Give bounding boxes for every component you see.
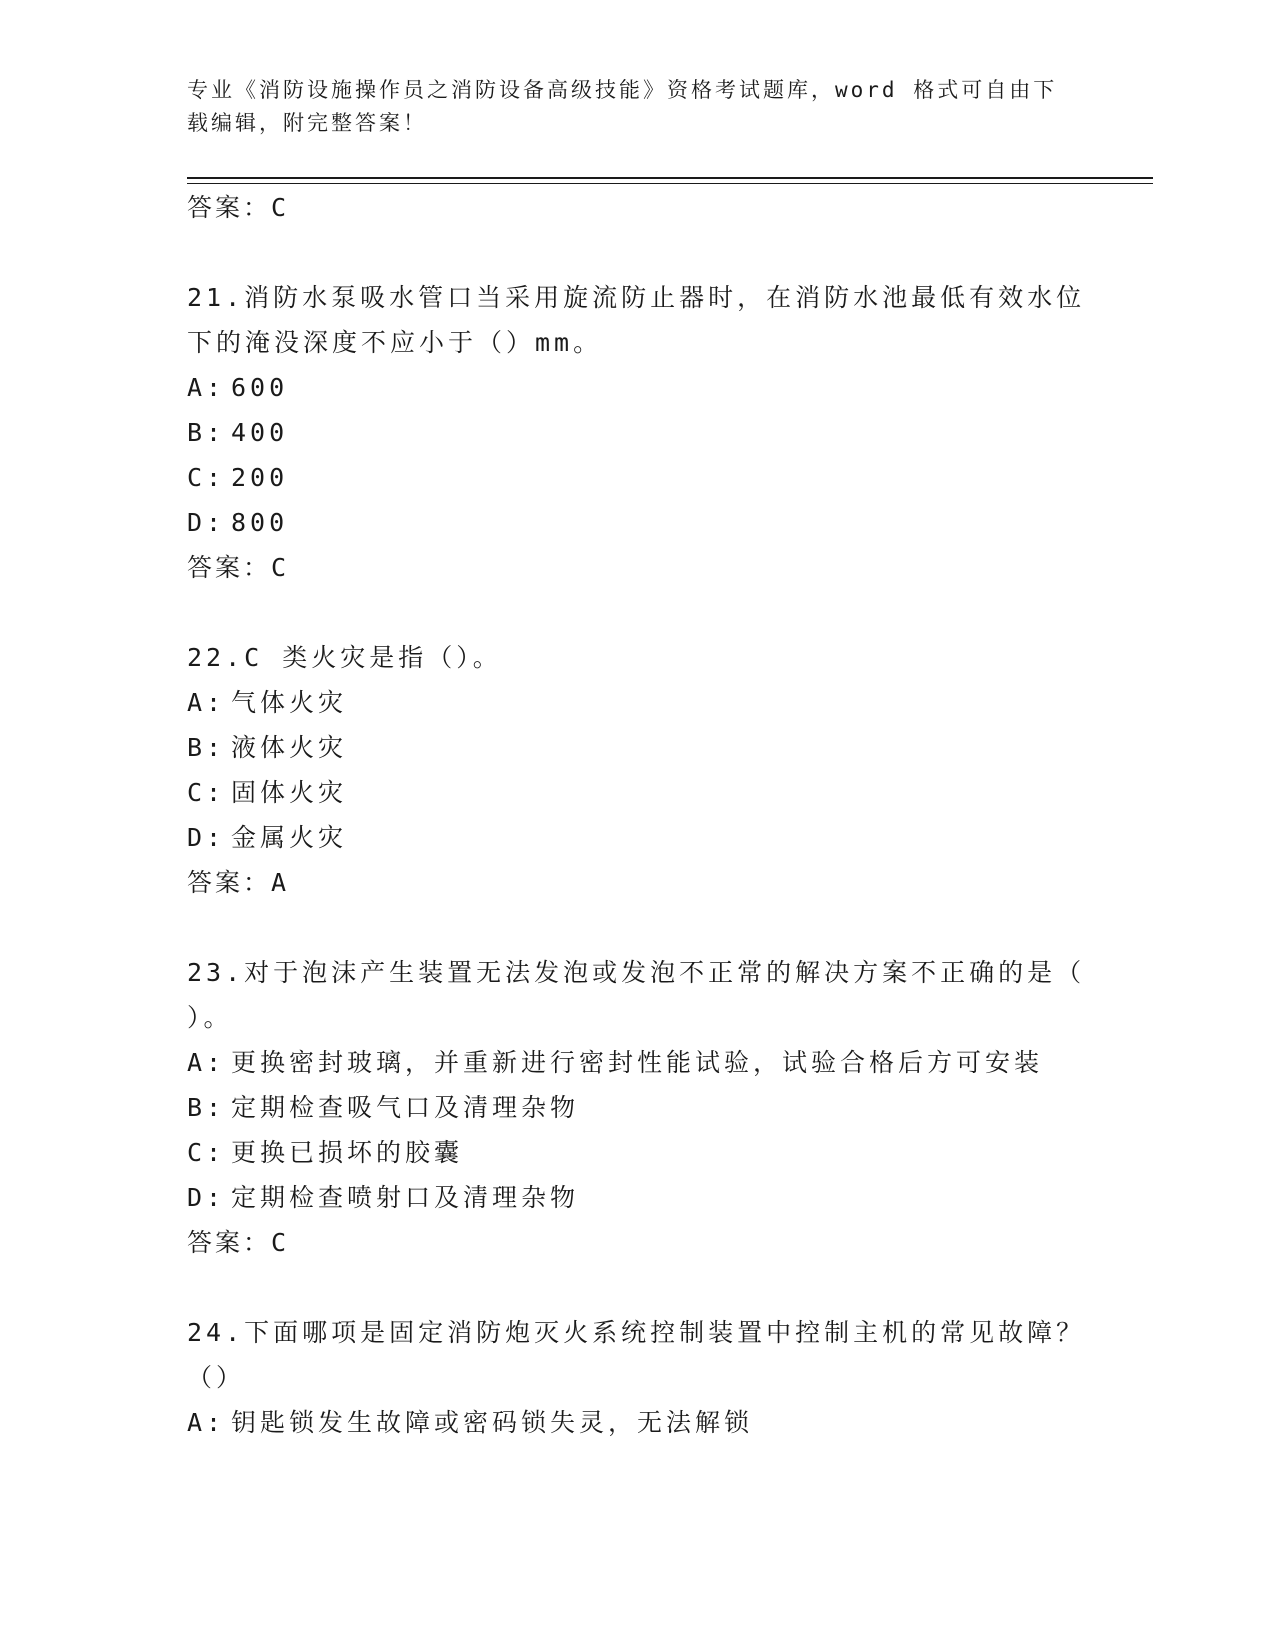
option-b	[187, 1085, 1087, 1130]
question-text: 24.下面哪项是固定消防炮灭火系统控制装置中控制主机的常见故障？	[187, 1318, 1086, 1347]
spacer	[187, 905, 1087, 950]
spacer	[187, 590, 1087, 635]
answer-value: C	[271, 193, 290, 222]
option-text: 气体火灾	[231, 688, 348, 717]
question-text: 21.消防水泵吸水管口当采用旋流防止器时，在消防水池最低有效水位	[187, 283, 1086, 312]
answer-prefix: 答案：	[187, 553, 272, 582]
header-line-1: 专业《消防设施操作员之消防设备高级技能》资格考试题库，word 格式可自由下	[187, 78, 1058, 102]
answer-prefix: 答案：	[187, 1228, 272, 1257]
option-text: 定期检查喷射口及清理杂物	[231, 1183, 580, 1212]
document-header	[187, 74, 1067, 140]
option-text: 固体火灾	[231, 778, 348, 807]
question-21	[187, 275, 1087, 590]
option-key: B:	[187, 733, 226, 762]
option-text: 800	[231, 508, 289, 537]
question-24	[187, 1310, 1087, 1445]
option-key: B:	[187, 1093, 226, 1122]
option-a	[187, 1400, 1087, 1445]
option-key: A:	[187, 1408, 226, 1437]
option-d	[187, 815, 1087, 860]
question-text: ）。	[187, 1003, 233, 1032]
option-key: B:	[187, 418, 226, 447]
answer-line	[187, 545, 1087, 590]
answer-line	[187, 860, 1087, 905]
option-text: 400	[231, 418, 289, 447]
option-text: 钥匙锁发生故障或密码锁失灵，无法解锁	[231, 1408, 754, 1437]
option-d	[187, 1175, 1087, 1220]
spacer	[187, 230, 1087, 275]
question-text: 23.对于泡沫产生装置无法发泡或发泡不正常的解决方案不正确的是（	[187, 958, 1086, 987]
answer-value: C	[271, 553, 290, 582]
option-a	[187, 1040, 1087, 1085]
option-text: 液体火灾	[231, 733, 348, 762]
option-text: 200	[231, 463, 289, 492]
option-key: D:	[187, 823, 226, 852]
option-key: A:	[187, 688, 226, 717]
question-text: 下的淹没深度不应小于（）mm。	[187, 328, 603, 357]
option-key: C:	[187, 778, 226, 807]
option-key: A:	[187, 373, 226, 402]
option-text: 600	[231, 373, 289, 402]
answer-prefix: 答案：	[187, 193, 272, 222]
option-text: 更换已损坏的胶囊	[231, 1138, 464, 1167]
answer-value: C	[271, 1228, 290, 1257]
question-list	[187, 185, 1087, 1445]
answer-value: A	[271, 868, 290, 897]
option-key: C:	[187, 463, 226, 492]
option-key: D:	[187, 508, 226, 537]
option-c	[187, 1130, 1087, 1175]
option-c	[187, 770, 1087, 815]
option-b	[187, 725, 1087, 770]
option-d	[187, 500, 1087, 545]
option-text: 金属火灾	[231, 823, 348, 852]
question-22	[187, 635, 1087, 905]
question-23	[187, 950, 1087, 1265]
option-text: 定期检查吸气口及清理杂物	[231, 1093, 580, 1122]
question-text: （）	[187, 1363, 246, 1392]
answer-prefix: 答案：	[187, 868, 272, 897]
option-key: A:	[187, 1048, 226, 1077]
header-divider-thick	[187, 177, 1153, 179]
header-line-2: 载编辑，附完整答案！	[187, 111, 427, 135]
option-a	[187, 680, 1087, 725]
question-text: 22.C 类火灾是指（）。	[187, 643, 502, 672]
option-c	[187, 455, 1087, 500]
header-divider-thin	[187, 183, 1153, 184]
option-text: 更换密封玻璃，并重新进行密封性能试验，试验合格后方可安装	[231, 1048, 1044, 1077]
option-key: D:	[187, 1183, 226, 1212]
option-key: C:	[187, 1138, 226, 1167]
option-b	[187, 410, 1087, 455]
spacer	[187, 1265, 1087, 1310]
option-a	[187, 365, 1087, 410]
answer-line	[187, 1220, 1087, 1265]
answer-line	[187, 185, 1087, 230]
